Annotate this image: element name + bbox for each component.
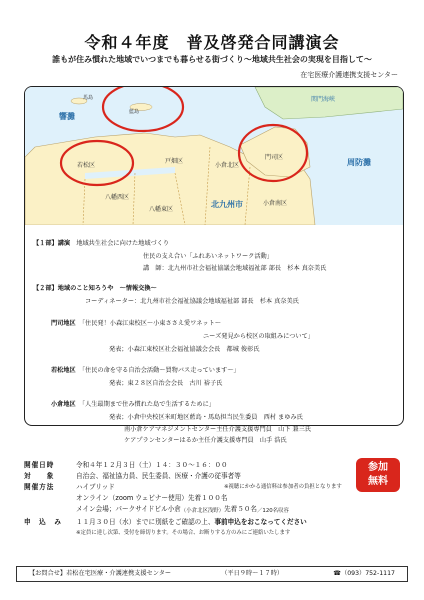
district-topic-kokura: 「人生最期まで住み慣れた島で生活するために」 — [81, 401, 215, 408]
kokura-presenter-3: ケアプランセンターはるか主任介護支援専門員 山手 浩氏 — [124, 437, 287, 444]
apply-row — [24, 517, 342, 528]
page-title: 令和４年度 普及啓発合同講演会 — [84, 33, 340, 52]
contact-phone: ☎（093）752-1117 — [333, 570, 395, 577]
organizer: 在宅医療介護連携支援センター — [300, 71, 398, 79]
speaker-label: 講 師 — [143, 265, 162, 272]
district-map — [25, 87, 403, 225]
target-value: 自治会、福祉協力員、民生委員、医療・介護の従事者等 — [76, 472, 241, 480]
date-label: 開催日時 — [24, 461, 55, 469]
date-row — [24, 460, 342, 471]
method-value: ハイブリッド — [76, 483, 115, 491]
moji-presenter: 発表；小森江東校区社会福祉協議会会長 都城 俊彰氏 — [109, 346, 260, 353]
district-topic-moji: 「住民発！小森江東校区～小東ささえ愛ワネット～ — [81, 320, 221, 327]
label-strait: 関門海峡 — [311, 96, 336, 103]
kokura-topic — [33, 400, 397, 409]
method-label: 開催方法 — [24, 483, 55, 491]
district-name-moji: 門司地区 — [51, 320, 76, 327]
label-kokurakita: 小倉北区 — [215, 162, 240, 169]
coordinator-name: 北九州市社会福祉協議会地域福祉部 部長 杉本 真奈美氏 — [140, 298, 299, 305]
kokura-presenter-2: 南小倉ケアマネジメントセンター主任介護支援専門員 山下 兼三氏 — [124, 426, 311, 433]
district-topic-wakamatsu: 「住民の命を守る自治会活動～買物バス走っています～」 — [81, 367, 240, 374]
wakamatsu-topic — [33, 366, 397, 375]
venue-row — [24, 504, 342, 517]
part2-coordinator: コーディネーター：北九州市社会福祉協議会地域福祉部 部長 杉本 真奈美氏 — [85, 298, 299, 305]
part1-theme: 地域共生社会に向けた地域づくり — [76, 240, 170, 247]
label-aishima: 藍島 — [129, 109, 140, 115]
label-umashima: 馬島 — [83, 95, 94, 101]
speaker-name: 北九州市社会福祉協議会地域福祉部 部長 杉本 真奈美氏 — [167, 265, 327, 272]
label-wakamatsu: 若松区 — [77, 162, 96, 169]
date-value: 令和４年１２月３日（土）１４：３０～１６：００ — [76, 461, 228, 469]
label-kokuraminami: 小倉南区 — [263, 200, 288, 207]
district-name-wakamatsu: 若松地区 — [51, 367, 76, 374]
apply-emphasis: 事前申込をおこなってください — [214, 518, 307, 526]
part1-label: 【１部】講演 — [33, 240, 71, 247]
badge-line2: 無料 — [368, 476, 388, 487]
part1-heading — [33, 239, 397, 248]
coordinator-label: コーディネーター — [85, 298, 135, 305]
contact-footer — [16, 566, 408, 582]
label-yahatahigashi: 八幡東区 — [149, 206, 174, 213]
part1-speaker: 講 師：北九州市社会福祉協議会地域福祉部 部長 杉本 真奈美氏 — [143, 265, 327, 272]
label-moji: 門司区 — [265, 154, 284, 161]
venue-capacity-note: ／120名収容 — [257, 508, 289, 514]
label-hibiki: 響灘 — [59, 112, 75, 121]
part1-talk: 住民の支え合い「ふれあいネットワーク活動」 — [143, 253, 273, 260]
apply-value: １１月３０日（水）までに別紙をご確認の上、 — [76, 518, 215, 526]
cost-note: ※視聴にかかる通信料は参加者の負担となります — [224, 484, 342, 490]
venue-value: メイン会場；パークサイドビル小倉 — [76, 505, 181, 513]
event-details — [24, 460, 342, 539]
part2-heading — [33, 284, 397, 293]
free-badge — [356, 458, 400, 492]
online-value: オンライン（zoom ウェビナー使用）先着１００名 — [76, 494, 228, 502]
venue-note: （小倉北区浅野） — [180, 508, 225, 514]
label-tobata: 戸畑区 — [165, 158, 184, 165]
apply-label: 申 込 み — [24, 518, 62, 526]
target-label: 対 象 — [24, 472, 55, 480]
online-row — [24, 493, 342, 504]
moji-topic2: ニーズ発見から校区の取組みについて」 — [203, 333, 314, 340]
apply-note-row — [24, 528, 342, 539]
part2-label: 【２部】地域のこと知ろうや ～情報交換～ — [33, 285, 157, 292]
badge-line1: 参加 — [368, 462, 388, 473]
label-yahatanishi: 八幡西区 — [105, 194, 130, 201]
contact-org: 【お問合せ】若松在宅医療・介護連携支援センター — [29, 570, 172, 577]
label-suo: 周防灘 — [347, 158, 371, 167]
label-city: 北九州市 — [211, 200, 243, 209]
wakamatsu-presenter: 発表；東２８区自治会会長 古川 裕子氏 — [109, 380, 223, 387]
apply-note: ※定員に達し次第、受付を締切ります。その場合、お断りする方のみにご連絡いたします — [76, 530, 291, 536]
contact-hours: （平日９時～１７時） — [221, 570, 284, 577]
district-name-kokura: 小倉地区 — [51, 401, 76, 408]
kokura-presenter-1: 発表；小倉中央校区米町地区藍島・馬島担当民生委員 西村 まゆみ氏 — [109, 414, 303, 421]
program-panel — [24, 86, 404, 426]
method-row — [24, 482, 342, 493]
moji-topic — [33, 319, 397, 328]
venue-capacity: 先着５０名 — [224, 505, 258, 513]
page-subtitle: 誰もが住み慣れた地域でいつまでも暮らせる街づくり～地域共生社会の実現を目指して～ — [52, 55, 372, 64]
target-row — [24, 471, 342, 482]
